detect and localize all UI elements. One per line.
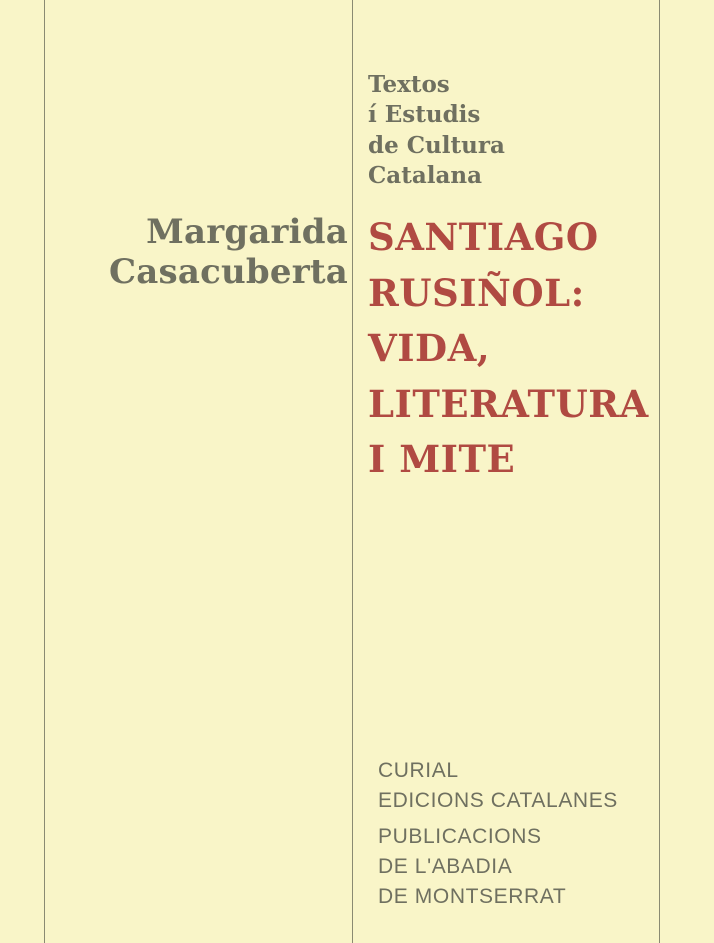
series-line: Catalana xyxy=(368,162,483,190)
vertical-rule-left xyxy=(44,0,45,943)
title-line: LITERATURA xyxy=(368,381,649,426)
publisher-line: EDICIONS CATALANES xyxy=(378,788,618,812)
vertical-rule-right xyxy=(659,0,660,943)
author-line: Margarida xyxy=(146,212,348,252)
publisher-line: CURIAL xyxy=(378,759,459,782)
publisher-line: DE MONTSERRAT xyxy=(378,884,567,908)
publisher-line: PUBLICACIONS xyxy=(378,825,542,848)
title-line: VIDA, xyxy=(368,326,491,370)
series-line: í Estudis xyxy=(368,101,481,129)
series-label xyxy=(368,70,648,191)
title-line: I MITE xyxy=(368,437,516,481)
vertical-rule-middle xyxy=(352,0,353,943)
book-title xyxy=(368,210,658,488)
series-line: Textos xyxy=(368,71,450,98)
author-line: Casacuberta xyxy=(109,252,348,293)
title-line: SANTIAGO xyxy=(368,215,599,259)
publisher-line: DE L'ABADIA xyxy=(378,854,513,878)
series-line: de Cultura xyxy=(368,131,505,159)
title-line: RUSIÑOL: xyxy=(368,270,585,315)
author-name xyxy=(60,212,356,292)
publisher-secondary xyxy=(378,822,658,911)
publisher-primary xyxy=(378,756,658,816)
